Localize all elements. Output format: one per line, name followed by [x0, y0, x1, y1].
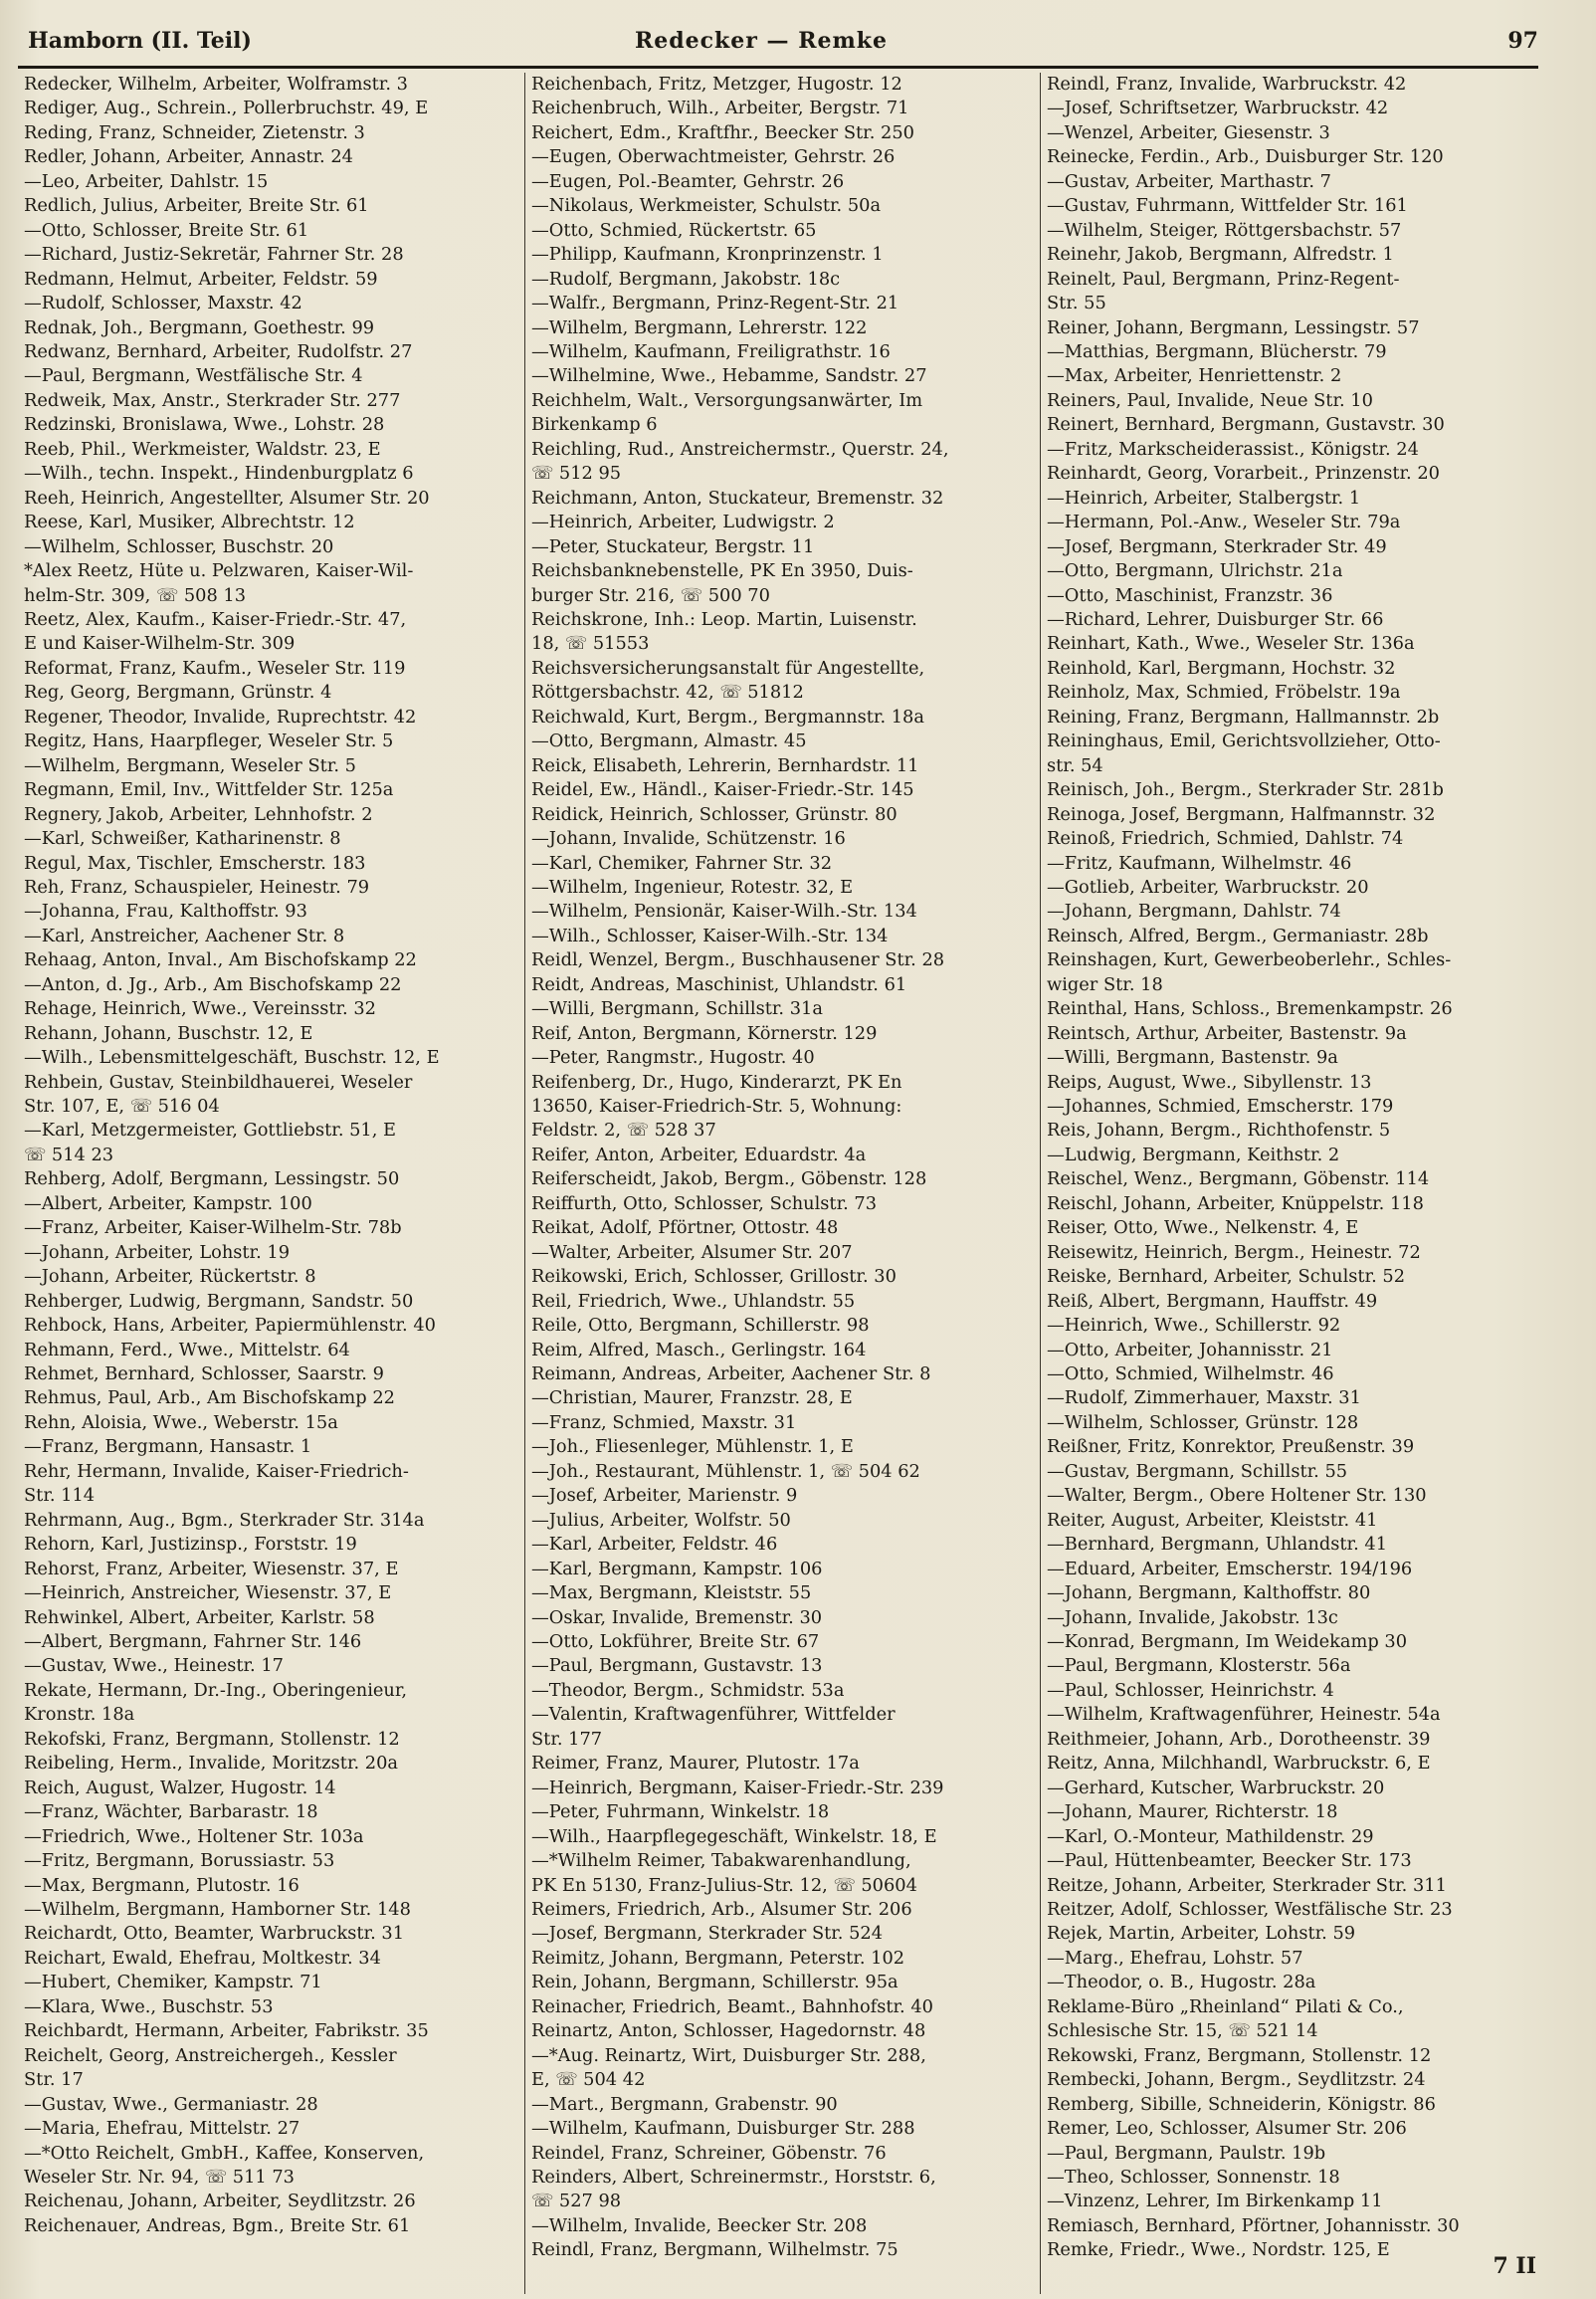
directory-entry-line: —Karl, Anstreicher, Aachener Str. 8 — [24, 925, 345, 946]
directory-entry-line: Redmann, Helmut, Arbeiter, Feldstr. 59 — [24, 268, 378, 290]
directory-entry-line: —Vinzenz, Lehrer, Im Birkenkamp 11 — [1047, 2191, 1383, 2212]
directory-entry-line: wiger Str. 18 — [1047, 973, 1163, 995]
directory-entry-line: Reinert, Bernhard, Bergmann, Gustavstr. 30 — [1047, 414, 1445, 436]
directory-entry-line: Kronstr. 18a — [24, 1704, 135, 1726]
directory-entry-line: —Wilhelm, Bergmann, Lehrerstr. 122 — [531, 316, 868, 338]
directory-entry-line: 18, ☏ 51553 — [531, 633, 650, 655]
directory-entry-line: Rehorn, Karl, Justizinsp., Forststr. 19 — [24, 1534, 357, 1556]
directory-entry-line: —Hermann, Pol.-Anw., Weseler Str. 79a — [1047, 512, 1401, 533]
directory-entry-line: —Wilhelm, Kaufmann, Freiligrathstr. 16 — [531, 340, 891, 362]
directory-entry-line: —Gustav, Bergmann, Schillstr. 55 — [1047, 1460, 1348, 1482]
directory-entry-line: —Otto, Schmied, Rückertstr. 65 — [531, 219, 817, 241]
directory-entry-line: Reich, August, Walzer, Hugostr. 14 — [24, 1776, 336, 1798]
directory-entry-line: Reiser, Otto, Wwe., Nelkenstr. 4, E — [1047, 1217, 1359, 1239]
signature-mark: 7 II — [1493, 2253, 1536, 2279]
directory-entry-line: Reining, Franz, Bergmann, Hallmannstr. 2b — [1047, 706, 1440, 728]
directory-entry-line: Str. 107, E, ☏ 516 04 — [24, 1096, 220, 1118]
directory-entry-line: Reitze, Johann, Arbeiter, Sterkrader Str. 311 — [1047, 1874, 1447, 1896]
directory-entry-line: Reimann, Andreas, Arbeiter, Aachener Str. 8 — [531, 1363, 931, 1385]
directory-entry-line: —Wilhelm, Kaufmann, Duisburger Str. 288 — [531, 2118, 915, 2140]
directory-entry-line: Reinhardt, Georg, Vorarbeit., Prinzenstr. 20 — [1047, 463, 1440, 485]
directory-entry-line: Remer, Leo, Schlosser, Alsumer Str. 206 — [1047, 2118, 1407, 2140]
directory-entry-line: E, ☏ 504 42 — [531, 2069, 646, 2091]
directory-entry-line: —Konrad, Bergmann, Im Weidekamp 30 — [1047, 1631, 1408, 1652]
directory-entry-line: Reithmeier, Johann, Arb., Dorotheenstr. 39 — [1047, 1728, 1431, 1750]
directory-entry-line: —Gustav, Wwe., Heinestr. 17 — [24, 1655, 284, 1677]
directory-entry-line: Reichart, Ewald, Ehefrau, Moltkestr. 34 — [24, 1947, 381, 1969]
directory-entry-line: Rehbock, Hans, Arbeiter, Papiermühlenstr. 40 — [24, 1315, 436, 1337]
directory-entry-line: Reindl, Franz, Invalide, Warbruckstr. 42 — [1047, 74, 1407, 95]
directory-entry-line: —Heinrich, Arbeiter, Ludwigstr. 2 — [531, 512, 835, 533]
directory-entry-line: Str. 114 — [24, 1485, 96, 1507]
directory-entry-line: ☏ 527 98 — [531, 2191, 622, 2212]
header-name-range: Redecker — Remke — [635, 28, 889, 54]
entry-column-3 — [1041, 73, 1538, 2294]
directory-entry-line: —Mart., Bergmann, Grabenstr. 90 — [531, 2093, 838, 2115]
directory-entry-line: —Otto, Schlosser, Breite Str. 61 — [24, 219, 309, 241]
directory-entry-line: Rejek, Martin, Arbeiter, Lohstr. 59 — [1047, 1923, 1356, 1945]
directory-entry-line: Reinoß, Friedrich, Schmied, Dahlstr. 74 — [1047, 828, 1404, 850]
directory-entry-line: Reinhold, Karl, Bergmann, Hochstr. 32 — [1047, 657, 1396, 679]
page-number: 97 — [1507, 28, 1538, 54]
directory-entry-line: —Klara, Wwe., Buschstr. 53 — [24, 1995, 274, 2017]
directory-entry-line: Redlich, Julius, Arbeiter, Breite Str. 61 — [24, 195, 369, 217]
directory-entry-line: —Walter, Arbeiter, Alsumer Str. 207 — [531, 1241, 853, 1263]
directory-entry-line: Reinders, Albert, Schreinermstr., Horststr. 6, — [531, 2166, 936, 2188]
directory-entry-line: Reikowski, Erich, Schlosser, Grillostr. 30 — [531, 1266, 897, 1288]
directory-entry-line: —Josef, Arbeiter, Marienstr. 9 — [531, 1485, 798, 1507]
directory-entry-line: —Johann, Arbeiter, Lohstr. 19 — [24, 1241, 291, 1263]
directory-entry-line: Redweik, Max, Anstr., Sterkrader Str. 277 — [24, 389, 401, 411]
directory-entry-line: —Johann, Bergmann, Dahlstr. 74 — [1047, 901, 1341, 923]
directory-entry-line: Rein, Johann, Bergmann, Schillerstr. 95a — [531, 1972, 898, 1993]
directory-entry-line: —Otto, Arbeiter, Johannisstr. 21 — [1047, 1339, 1333, 1360]
directory-entry-line: —Fritz, Kaufmann, Wilhelmstr. 46 — [1047, 852, 1352, 874]
directory-entry-line: —Johann, Invalide, Schützenstr. 16 — [531, 828, 846, 850]
directory-entry-line: Reininghaus, Emil, Gerichtsvollzieher, Otto- — [1047, 731, 1441, 752]
directory-entry-line: —Gustav, Arbeiter, Marthastr. 7 — [1047, 170, 1331, 192]
directory-entry-line: Reinhart, Kath., Wwe., Weseler Str. 136a — [1047, 633, 1415, 655]
directory-entry-line: Reichert, Edm., Kraftfhr., Beecker Str. 250 — [531, 121, 914, 143]
directory-entry-line: Str. 55 — [1047, 293, 1106, 314]
directory-entry-line: —Paul, Hüttenbeamter, Beecker Str. 173 — [1047, 1850, 1412, 1872]
directory-entry-line: —Josef, Bergmann, Sterkrader Str. 524 — [531, 1923, 884, 1945]
directory-entry-line: Reiners, Paul, Invalide, Neue Str. 10 — [1047, 389, 1373, 411]
directory-entry-line: —Joh., Fliesenleger, Mühlenstr. 1, E — [531, 1436, 854, 1458]
directory-entry-line: Reindl, Franz, Bergmann, Wilhelmstr. 75 — [531, 2239, 898, 2261]
directory-entry-line: Reiferscheidt, Jakob, Bergm., Göbenstr. 128 — [531, 1168, 927, 1190]
directory-entry-line: —Johann, Invalide, Jakobstr. 13c — [1047, 1606, 1338, 1628]
directory-entry-line: —Wilhelm, Invalide, Beecker Str. 208 — [531, 2214, 868, 2236]
directory-entry-line: —Paul, Bergmann, Westfälische Str. 4 — [24, 365, 363, 387]
directory-entry-line: Remke, Friedr., Wwe., Nordstr. 125, E — [1047, 2239, 1390, 2261]
directory-entry-line: Regitz, Hans, Haarpfleger, Weseler Str. 5 — [24, 731, 394, 752]
header-section-title: Hamborn (II. Teil) — [28, 28, 252, 54]
directory-entry-line: Reinoga, Josef, Bergmann, Halfmannstr. 32 — [1047, 803, 1436, 825]
directory-entry-line: Reding, Franz, Schneider, Zietenstr. 3 — [24, 121, 365, 143]
directory-entry-line: —Max, Bergmann, Plutostr. 16 — [24, 1874, 299, 1896]
directory-entry-line: 13650, Kaiser-Friedrich-Str. 5, Wohnung: — [531, 1096, 902, 1118]
directory-entry-line: Reiffurth, Otto, Schlosser, Schulstr. 73 — [531, 1192, 878, 1214]
directory-entry-line: Reile, Otto, Bergmann, Schillerstr. 98 — [531, 1315, 870, 1337]
directory-entry-line: Reiter, August, Arbeiter, Kleiststr. 41 — [1047, 1509, 1378, 1531]
directory-entry-line: —Marg., Ehefrau, Lohstr. 57 — [1047, 1947, 1303, 1969]
directory-entry-line: Rehbein, Gustav, Steinbildhauerei, Weseler — [24, 1071, 413, 1093]
directory-entry-line: Reinshagen, Kurt, Gewerbeoberlehr., Schles- — [1047, 949, 1452, 971]
directory-entry-line: Reg, Georg, Bergmann, Grünstr. 4 — [24, 682, 332, 704]
directory-entry-line: Reichsversicherungsanstalt für Angestellte, — [531, 657, 925, 679]
directory-entry-line: —Karl, Arbeiter, Feldstr. 46 — [531, 1534, 778, 1556]
directory-entry-line: —Wilhelm, Bergmann, Hamborner Str. 148 — [24, 1898, 411, 1920]
directory-entry-line: —Matthias, Bergmann, Blücherstr. 79 — [1047, 340, 1387, 362]
directory-entry-line: —Peter, Stuckateur, Bergstr. 11 — [531, 535, 815, 557]
directory-entry-line: Reiß, Albert, Bergmann, Hauffstr. 49 — [1047, 1290, 1378, 1312]
directory-entry-line: —Max, Bergmann, Kleiststr. 55 — [531, 1582, 812, 1604]
directory-entry-line: —Karl, Schweißer, Katharinenstr. 8 — [24, 828, 341, 850]
directory-entry-line: Reifer, Anton, Arbeiter, Eduardstr. 4a — [531, 1144, 867, 1165]
directory-entry-line: —Johann, Bergmann, Kalthoffstr. 80 — [1047, 1582, 1371, 1604]
directory-entry-line: —Eduard, Arbeiter, Emscherstr. 194/196 — [1047, 1558, 1413, 1579]
directory-entry-line: Reichardt, Otto, Beamter, Warbruckstr. 31 — [24, 1923, 405, 1945]
directory-entry-line: Reinsch, Alfred, Bergm., Germaniastr. 28b — [1047, 925, 1429, 946]
directory-entry-line: Reformat, Franz, Kaufm., Weseler Str. 119 — [24, 657, 406, 679]
directory-entry-line: —Richard, Justiz-Sekretär, Fahrner Str. 28 — [24, 244, 404, 266]
directory-entry-line: Rehr, Hermann, Invalide, Kaiser-Friedrich- — [24, 1460, 409, 1482]
directory-entry-line: Reintsch, Arthur, Arbeiter, Bastenstr. 9a — [1047, 1022, 1407, 1044]
directory-entry-line: Reips, August, Wwe., Sibyllenstr. 13 — [1047, 1071, 1372, 1093]
directory-entry-line: —Anton, d. Jg., Arb., Am Bischofskamp 22 — [24, 973, 402, 995]
directory-entry-line: Reichenauer, Andreas, Bgm., Breite Str. 61 — [24, 2214, 411, 2236]
directory-entry-line: —Philipp, Kaufmann, Kronprinzenstr. 1 — [531, 244, 884, 266]
directory-entry-line: —Theo, Schlosser, Sonnenstr. 18 — [1047, 2166, 1340, 2188]
directory-entry-line: Redler, Johann, Arbeiter, Annastr. 24 — [24, 146, 353, 168]
directory-entry-line: Reitz, Anna, Milchhandl, Warbruckstr. 6, E — [1047, 1753, 1431, 1775]
directory-entry-line: —Wilhelm, Pensionär, Kaiser-Wilh.-Str. 134 — [531, 901, 917, 923]
directory-entry-line: —Franz, Wächter, Barbarastr. 18 — [24, 1801, 318, 1823]
directory-entry-line: Birkenkamp 6 — [531, 414, 658, 436]
directory-entry-line: —Rudolf, Schlosser, Maxstr. 42 — [24, 293, 302, 314]
directory-entry-line: —Richard, Lehrer, Duisburger Str. 66 — [1047, 608, 1384, 630]
directory-entry-line: Rehwinkel, Albert, Arbeiter, Karlstr. 58 — [24, 1606, 375, 1628]
directory-entry-line: —Gustav, Fuhrmann, Wittfelder Str. 161 — [1047, 195, 1408, 217]
directory-entry-line: Reisewitz, Heinrich, Bergm., Heinestr. 72 — [1047, 1241, 1421, 1263]
directory-entry-line: Reichbardt, Hermann, Arbeiter, Fabrikstr. 35 — [24, 2020, 429, 2042]
directory-entry-line: —Franz, Bergmann, Hansastr. 1 — [24, 1436, 312, 1458]
directory-entry-line: —Heinrich, Anstreicher, Wiesenstr. 37, E — [24, 1582, 392, 1604]
directory-entry-line: Reick, Elisabeth, Lehrerin, Bernhardstr. 11 — [531, 754, 919, 776]
directory-entry-line: Reitzer, Adolf, Schlosser, Westfälische Str. 23 — [1047, 1898, 1453, 1920]
directory-entry-line: Regnery, Jakob, Arbeiter, Lehnhofstr. 2 — [24, 803, 373, 825]
directory-entry-line: Reichsbanknebenstelle, PK En 3950, Duis- — [531, 560, 913, 582]
directory-entry-line: —Oskar, Invalide, Bremenstr. 30 — [531, 1606, 823, 1628]
directory-entry-line: Rediger, Aug., Schrein., Pollerbruchstr. 49, E — [24, 98, 429, 119]
directory-entry-line: Reischl, Johann, Arbeiter, Knüppelstr. 118 — [1047, 1192, 1424, 1214]
directory-entry-line: —Otto, Bergmann, Almastr. 45 — [531, 731, 807, 752]
directory-entry-line: —*Otto Reichelt, GmbH., Kaffee, Konserven, — [24, 2142, 425, 2164]
directory-entry-line: —Wilhelmine, Wwe., Hebamme, Sandstr. 27 — [531, 365, 927, 387]
directory-entry-line: Regul, Max, Tischler, Emscherstr. 183 — [24, 852, 366, 874]
directory-entry-line: —Gerhard, Kutscher, Warbruckstr. 20 — [1047, 1776, 1385, 1798]
directory-entry-line: Schlesische Str. 15, ☏ 521 14 — [1047, 2020, 1318, 2042]
directory-entry-line: —Joh., Restaurant, Mühlenstr. 1, ☏ 504 62 — [531, 1460, 920, 1482]
directory-entry-line: Rehn, Aloisia, Wwe., Weberstr. 15a — [24, 1411, 338, 1433]
directory-entry-line: Rehmus, Paul, Arb., Am Bischofskamp 22 — [24, 1387, 395, 1409]
directory-entry-line: Reichenbruch, Wilh., Arbeiter, Bergstr. 71 — [531, 98, 909, 119]
directory-entry-line: —Paul, Schlosser, Heinrichstr. 4 — [1047, 1679, 1334, 1701]
directory-entry-line: Reischel, Wenz., Bergmann, Göbenstr. 114 — [1047, 1168, 1430, 1190]
directory-entry-line: —Otto, Maschinist, Franzstr. 36 — [1047, 584, 1333, 606]
directory-entry-line: Reichmann, Anton, Stuckateur, Bremenstr. 32 — [531, 487, 944, 509]
directory-entry-line: Rehmann, Ferd., Wwe., Mittelstr. 64 — [24, 1339, 350, 1360]
directory-entry-line: Reinartz, Anton, Schlosser, Hagedornstr. 48 — [531, 2020, 926, 2042]
directory-entry-line: Reinholz, Max, Schmied, Fröbelstr. 19a — [1047, 682, 1401, 704]
directory-entry-line: Rembecki, Johann, Bergm., Seydlitzstr. 24 — [1047, 2069, 1426, 2091]
columns-container — [18, 73, 1538, 2294]
directory-entry-line: —Walter, Bergm., Obere Holtener Str. 130 — [1047, 1485, 1427, 1507]
directory-entry-line: Feldstr. 2, ☏ 528 37 — [531, 1120, 716, 1142]
directory-entry-line: Reh, Franz, Schauspieler, Heinestr. 79 — [24, 876, 370, 898]
directory-entry-line: —Peter, Rangmstr., Hugostr. 40 — [531, 1047, 815, 1069]
directory-entry-line: Rehberger, Ludwig, Bergmann, Sandstr. 50 — [24, 1290, 414, 1312]
directory-entry-line: Reichwald, Kurt, Bergm., Bergmannstr. 18a — [531, 706, 924, 728]
directory-entry-line: —Willi, Bergmann, Bastenstr. 9a — [1047, 1047, 1338, 1069]
directory-entry-line: Rednak, Joh., Bergmann, Goethestr. 99 — [24, 316, 375, 338]
directory-entry-line: Reinthal, Hans, Schloss., Bremenkampstr. 26 — [1047, 998, 1453, 1020]
directory-entry-line: —Rudolf, Bergmann, Jakobstr. 18c — [531, 268, 841, 290]
directory-entry-line: —Gotlieb, Arbeiter, Warbruckstr. 20 — [1047, 876, 1369, 898]
directory-entry-line: Reese, Karl, Musiker, Albrechtstr. 12 — [24, 512, 355, 533]
directory-entry-line: —Walfr., Bergmann, Prinz-Regent-Str. 21 — [531, 293, 899, 314]
directory-entry-line: —Karl, Bergmann, Kampstr. 106 — [531, 1558, 823, 1579]
directory-entry-line: Reiske, Bernhard, Arbeiter, Schulstr. 52 — [1047, 1266, 1406, 1288]
directory-entry-line: Reimitz, Johann, Bergmann, Peterstr. 102 — [531, 1947, 905, 1969]
directory-entry-line: —Wilh., techn. Inspekt., Hindenburgplatz 6 — [24, 463, 414, 485]
directory-entry-line: Reibeling, Herm., Invalide, Moritzstr. 20a — [24, 1753, 399, 1775]
directory-entry-line: —Max, Arbeiter, Henriettenstr. 2 — [1047, 365, 1342, 387]
directory-entry-line: Reim, Alfred, Masch., Gerlingstr. 164 — [531, 1339, 867, 1360]
directory-entry-line: Reichling, Rud., Anstreichermstr., Querstr. 24, — [531, 438, 949, 460]
directory-entry-line: —Wilh., Haarpflegegeschäft, Winkelstr. 18, E — [531, 1825, 937, 1847]
directory-entry-line: Reinacher, Friedrich, Beamt., Bahnhofstr. 40 — [531, 1995, 933, 2017]
directory-entry-line: —Willi, Bergmann, Schillstr. 31a — [531, 998, 823, 1020]
directory-entry-line: —Heinrich, Wwe., Schillerstr. 92 — [1047, 1315, 1341, 1337]
directory-entry-line: —Otto, Lokführer, Breite Str. 67 — [531, 1631, 820, 1652]
directory-entry-line: Reifenberg, Dr., Hugo, Kinderarzt, PK En — [531, 1071, 902, 1093]
directory-entry-line: —Rudolf, Zimmerhauer, Maxstr. 31 — [1047, 1387, 1361, 1409]
directory-entry-line: Rekate, Hermann, Dr.-Ing., Oberingenieur, — [24, 1679, 408, 1701]
directory-entry-line: —Karl, O.-Monteur, Mathildenstr. 29 — [1047, 1825, 1374, 1847]
directory-entry-line: —Fritz, Bergmann, Borussiastr. 53 — [24, 1850, 335, 1872]
directory-entry-line: Rehage, Heinrich, Wwe., Vereinsstr. 32 — [24, 998, 376, 1020]
directory-entry-line: Rehrmann, Aug., Bgm., Sterkrader Str. 314a — [24, 1509, 425, 1531]
directory-entry-line: Redecker, Wilhelm, Arbeiter, Wolframstr. 3 — [24, 74, 408, 95]
directory-entry-line: Reidl, Wenzel, Bergm., Buschhausener Str. 28 — [531, 949, 945, 971]
directory-entry-line: Reklame-Büro „Rheinland“ Pilati & Co., — [1047, 1995, 1404, 2017]
directory-entry-line: —Wilhelm, Ingenieur, Rotestr. 32, E — [531, 876, 854, 898]
directory-entry-line: —Bernhard, Bergmann, Uhlandstr. 41 — [1047, 1534, 1388, 1556]
directory-entry-line: —*Wilhelm Reimer, Tabakwarenhandlung, — [531, 1850, 911, 1872]
directory-entry-line: —Heinrich, Arbeiter, Stalbergstr. 1 — [1047, 487, 1361, 509]
directory-entry-line: Reichenbach, Fritz, Metzger, Hugostr. 12 — [531, 74, 902, 95]
directory-entry-line: —Gustav, Wwe., Germaniastr. 28 — [24, 2093, 318, 2115]
directory-entry-line: Rehorst, Franz, Arbeiter, Wiesenstr. 37, E — [24, 1558, 399, 1579]
directory-entry-line: —Johann, Arbeiter, Rückertstr. 8 — [24, 1266, 316, 1288]
directory-entry-line: Reeh, Heinrich, Angestellter, Alsumer Str. 20 — [24, 487, 430, 509]
directory-entry-line: —Heinrich, Bergmann, Kaiser-Friedr.-Str. 239 — [531, 1776, 944, 1798]
directory-entry-line: —Johann, Maurer, Richterstr. 18 — [1047, 1801, 1338, 1823]
directory-entry-line: —Eugen, Pol.-Beamter, Gehrstr. 26 — [531, 170, 845, 192]
directory-entry-line: —Wilhelm, Bergmann, Weseler Str. 5 — [24, 754, 356, 776]
directory-entry-line: —Paul, Bergmann, Gustavstr. 13 — [531, 1655, 823, 1677]
directory-entry-line: —Wilh., Schlosser, Kaiser-Wilh.-Str. 134 — [531, 925, 889, 946]
directory-entry-line: —Franz, Schmied, Maxstr. 31 — [531, 1411, 797, 1433]
directory-entry-line: Regmann, Emil, Inv., Wittfelder Str. 125a — [24, 779, 394, 801]
directory-entry-line: Reichskrone, Inh.: Leop. Martin, Luisenstr. — [531, 608, 917, 630]
directory-entry-line: Rehann, Johann, Buschstr. 12, E — [24, 1022, 313, 1044]
directory-entry-line: —Otto, Schmied, Wilhelmstr. 46 — [1047, 1363, 1334, 1385]
directory-entry-line: —Wilhelm, Steiger, Röttgersbachstr. 57 — [1047, 219, 1402, 241]
directory-entry-line: str. 54 — [1047, 754, 1103, 776]
directory-entry-line: Reif, Anton, Bergmann, Körnerstr. 129 — [531, 1022, 878, 1044]
directory-entry-line: PK En 5130, Franz-Julius-Str. 12, ☏ 50604 — [531, 1874, 917, 1896]
directory-entry-line: Rehmet, Bernhard, Schlosser, Saarstr. 9 — [24, 1363, 384, 1385]
directory-entry-line: E und Kaiser-Wilhelm-Str. 309 — [24, 633, 296, 655]
directory-entry-line: —Wilhelm, Schlosser, Buschstr. 20 — [24, 535, 334, 557]
directory-entry-line: Reidick, Heinrich, Schlosser, Grünstr. 80 — [531, 803, 898, 825]
entry-column-2 — [525, 73, 1041, 2294]
directory-entry-line: —Hubert, Chemiker, Kampstr. 71 — [24, 1972, 322, 1993]
directory-entry-line: Rehberg, Adolf, Bergmann, Lessingstr. 50 — [24, 1168, 400, 1190]
directory-entry-line: Remiasch, Bernhard, Pförtner, Johannisstr. 30 — [1047, 2214, 1460, 2236]
directory-entry-line: —Franz, Arbeiter, Kaiser-Wilhelm-Str. 78b — [24, 1217, 402, 1239]
directory-entry-line: ☏ 512 95 — [531, 463, 622, 485]
directory-entry-line: Remberg, Sibille, Schneiderin, Königstr. 86 — [1047, 2093, 1436, 2115]
directory-entry-line: —Leo, Arbeiter, Dahlstr. 15 — [24, 170, 269, 192]
directory-entry-line: Reißner, Fritz, Konrektor, Preußenstr. 39 — [1047, 1436, 1415, 1458]
directory-entry-line: Weseler Str. Nr. 94, ☏ 511 73 — [24, 2166, 295, 2188]
directory-entry-line: Rekowski, Franz, Bergmann, Stollenstr. 12 — [1047, 2044, 1432, 2066]
directory-entry-line: Reimer, Franz, Maurer, Plutostr. 17a — [531, 1753, 860, 1775]
directory-entry-line: burger Str. 216, ☏ 500 70 — [531, 584, 770, 606]
directory-entry-line: —Wilh., Lebensmittelgeschäft, Buschstr. 12, E — [24, 1047, 440, 1069]
directory-entry-line: Reis, Johann, Bergm., Richthofenstr. 5 — [1047, 1120, 1391, 1142]
directory-entry-line: Reichelt, Georg, Anstreichergeh., Kessler — [24, 2044, 397, 2066]
directory-entry-line: Str. 177 — [531, 1728, 603, 1750]
directory-entry-line: —Julius, Arbeiter, Wolfstr. 50 — [531, 1509, 791, 1531]
directory-entry-line: —Albert, Arbeiter, Kampstr. 100 — [24, 1192, 312, 1214]
directory-entry-line: Reichenau, Johann, Arbeiter, Seydlitzstr. 26 — [24, 2191, 416, 2212]
directory-entry-line: Reil, Friedrich, Wwe., Uhlandstr. 55 — [531, 1290, 856, 1312]
directory-entry-line: —Albert, Bergmann, Fahrner Str. 146 — [24, 1631, 362, 1652]
directory-entry-line: —Fritz, Markscheiderassist., Königstr. 24 — [1047, 438, 1419, 460]
directory-entry-line: Reeb, Phil., Werkmeister, Waldstr. 23, E — [24, 438, 381, 460]
directory-entry-line: —Otto, Bergmann, Ulrichstr. 21a — [1047, 560, 1343, 582]
directory-entry-line: —Peter, Fuhrmann, Winkelstr. 18 — [531, 1801, 830, 1823]
directory-entry-line: Redzinski, Bronislawa, Wwe., Lohstr. 28 — [24, 414, 385, 436]
directory-entry-line: Reinecke, Ferdin., Arb., Duisburger Str. 120 — [1047, 146, 1444, 168]
directory-entry-line: —Karl, Metzgermeister, Gottliebstr. 51, E — [24, 1120, 397, 1142]
directory-entry-line: —Wilhelm, Kraftwagenführer, Heinestr. 54a — [1047, 1704, 1441, 1726]
directory-entry-line: —Nikolaus, Werkmeister, Schulstr. 50a — [531, 195, 882, 217]
directory-entry-line: Reindel, Franz, Schreiner, Göbenstr. 76 — [531, 2142, 887, 2164]
directory-entry-line: —Theodor, o. B., Hugostr. 28a — [1047, 1972, 1316, 1993]
directory-entry-line: —Valentin, Kraftwagenführer, Wittfelder — [531, 1704, 896, 1726]
directory-entry-line: Reinisch, Joh., Bergm., Sterkrader Str. 281b — [1047, 779, 1444, 801]
directory-entry-line: Reichhelm, Walt., Versorgungsanwärter, Im — [531, 389, 923, 411]
directory-entry-line: Reetz, Alex, Kaufm., Kaiser-Friedr.-Str. 47, — [24, 608, 407, 630]
directory-entry-line: Rehaag, Anton, Inval., Am Bischofskamp 22 — [24, 949, 417, 971]
directory-entry-line: —Johannes, Schmied, Emscherstr. 179 — [1047, 1096, 1394, 1118]
directory-entry-line: —Josef, Schriftsetzer, Warbruckstr. 42 — [1047, 98, 1389, 119]
directory-entry-line: —Karl, Chemiker, Fahrner Str. 32 — [531, 852, 833, 874]
directory-entry-line: —Ludwig, Bergmann, Keithstr. 2 — [1047, 1144, 1340, 1165]
directory-entry-line: —Josef, Bergmann, Sterkrader Str. 49 — [1047, 535, 1387, 557]
directory-entry-line: Redwanz, Bernhard, Arbeiter, Rudolfstr. 27 — [24, 340, 413, 362]
directory-entry-line: ☏ 514 23 — [24, 1144, 114, 1165]
directory-entry-line: Reidel, Ew., Händl., Kaiser-Friedr.-Str. 145 — [531, 779, 914, 801]
directory-entry-line: —Christian, Maurer, Franzstr. 28, E — [531, 1387, 853, 1409]
page-header — [18, 26, 1538, 69]
directory-entry-line: —Wenzel, Arbeiter, Giesenstr. 3 — [1047, 121, 1330, 143]
directory-entry-line: —Paul, Bergmann, Paulstr. 19b — [1047, 2142, 1326, 2164]
directory-entry-line: —Johanna, Frau, Kalthoffstr. 93 — [24, 901, 307, 923]
directory-entry-line: Reiner, Johann, Bergmann, Lessingstr. 57 — [1047, 316, 1420, 338]
directory-entry-line: —Eugen, Oberwachtmeister, Gehrstr. 26 — [531, 146, 896, 168]
directory-entry-line: Regener, Theodor, Invalide, Ruprechtstr. 42 — [24, 706, 417, 728]
directory-entry-line: Str. 17 — [24, 2069, 84, 2091]
directory-entry-line: —Paul, Bergmann, Klosterstr. 56a — [1047, 1655, 1351, 1677]
directory-entry-line: —*Aug. Reinartz, Wirt, Duisburger Str. 288, — [531, 2044, 926, 2066]
directory-entry-line: *Alex Reetz, Hüte u. Pelzwaren, Kaiser-Wil- — [24, 560, 414, 582]
directory-entry-line: —Maria, Ehefrau, Mittelstr. 27 — [24, 2118, 300, 2140]
directory-entry-line: —Theodor, Bergm., Schmidstr. 53a — [531, 1679, 845, 1701]
entry-column-1 — [18, 73, 525, 2294]
directory-entry-line: Reinelt, Paul, Bergmann, Prinz-Regent- — [1047, 268, 1400, 290]
directory-entry-line: Rekofski, Franz, Bergmann, Stollenstr. 12 — [24, 1728, 400, 1750]
directory-entry-line: —Friedrich, Wwe., Holtener Str. 103a — [24, 1825, 364, 1847]
directory-entry-line: Reikat, Adolf, Pförtner, Ottostr. 48 — [531, 1217, 839, 1239]
directory-entry-line: Reimers, Friedrich, Arb., Alsumer Str. 206 — [531, 1898, 912, 1920]
directory-entry-line: Reinehr, Jakob, Bergmann, Alfredstr. 1 — [1047, 244, 1394, 266]
directory-entry-line: helm-Str. 309, ☏ 508 13 — [24, 584, 247, 606]
directory-entry-line: Reidt, Andreas, Maschinist, Uhlandstr. 61 — [531, 973, 907, 995]
directory-entry-line: Röttgersbachstr. 42, ☏ 51812 — [531, 682, 804, 704]
directory-entry-line: —Wilhelm, Schlosser, Grünstr. 128 — [1047, 1411, 1359, 1433]
